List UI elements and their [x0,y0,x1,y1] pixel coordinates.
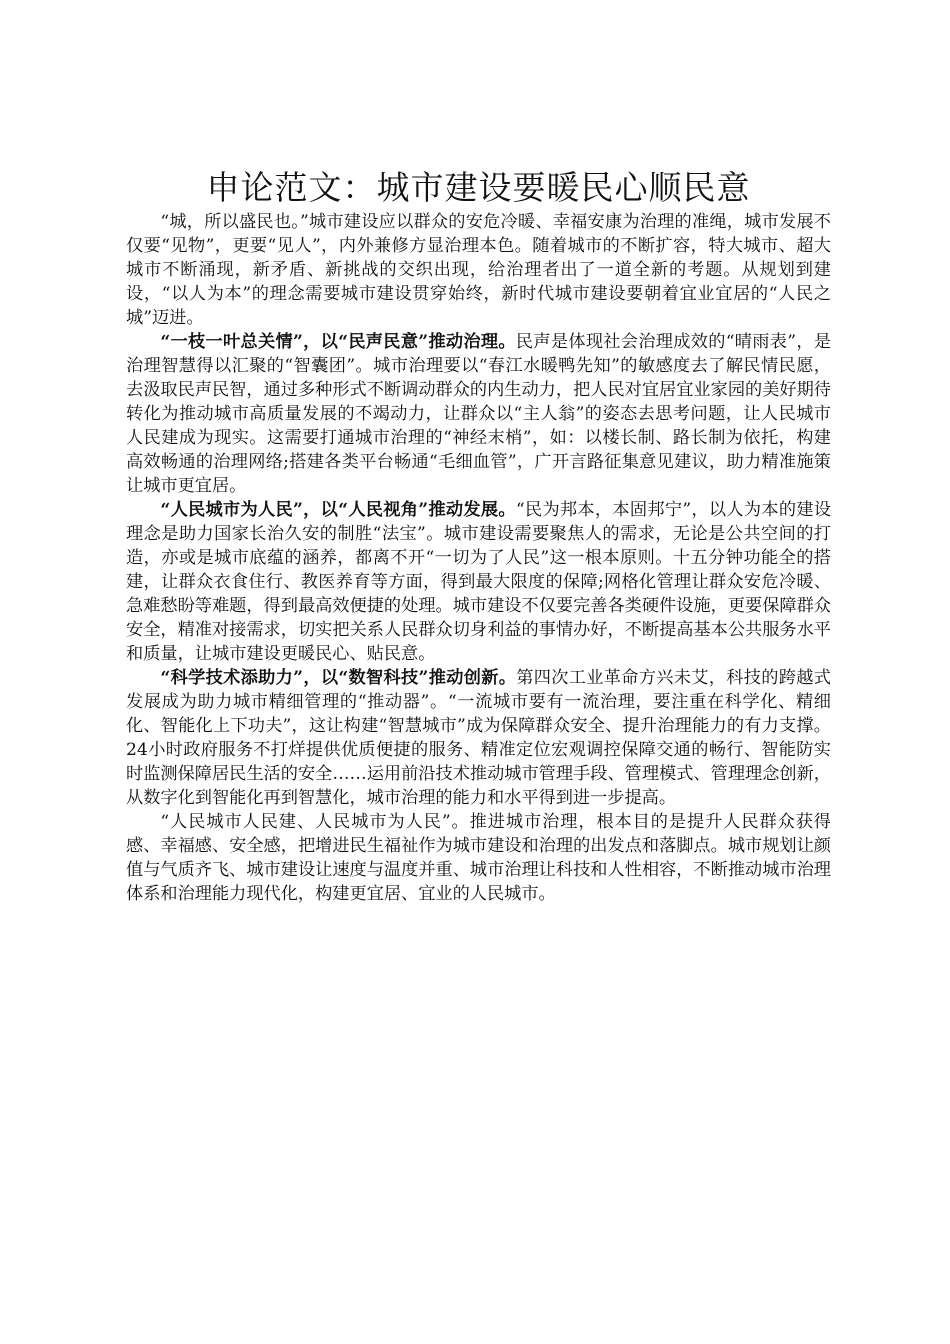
paragraph-text: “民为邦本，本固邦宁”，以人为本的建设理念是助力国家长治久安的制胜“法宝”。城市建设需要聚焦人的需求，无论是公共空间的打造，亦或是城市底蕴的涵养，都离不开“一切为了人民”这一根本原则。十五分钟功能全的搭建，让群众衣食住行、教医养育等方面，得到最大限度的保障;网格化管理让群众安危冷暖、急难愁盼等难题，得到最高效便捷的处理。城市建设不仅要完善各类硬件设施，更要保障群众安全，精准对接需求，切实把关系人民群众切身利益的事情办好，不断提高基本公共服务水平和质量，让城市建设更暖民心、贴民意。 [126,500,832,664]
document-body [126,166,831,906]
paragraph-lead: “一枝一叶总关情”，以“民声民意”推动治理。 [160,332,516,352]
paragraph-lead: “科学技术添助力”，以“数智科技”推动创新。 [160,668,517,688]
paragraph-people-perspective [126,498,831,666]
paragraph-text: 民声是体现社会治理成效的“晴雨表”，是治理智慧得以汇聚的“智囊团”。城市治理要以“春江水暖鸭先知”的敏感度去了解民情民愿，去汲取民声民智，通过多种形式不断调动群众的内生动力，把人民对宜居宜业家园的美好期待转化为推动城市高质量发展的不竭动力，让群众以“主人翁”的姿态去思考问题，让人民城市人民建成为现实。这需要打通城市治理的“神经末梢”，如：以楼长制、路长制为依托，构建高效畅通的治理网络;搭建各类平台畅通“毛细血管”，广开言路征集意见建议，助力精准施策让城市更宜居。 [126,332,832,496]
paragraph-intro [126,210,831,330]
paragraph-conclusion [126,810,831,906]
paragraph-public-voice [126,330,831,498]
paragraph-text: 第四次工业革命方兴未艾，科技的跨越式发展成为助力城市精细管理的“推动器”。“一流城市要有一流治理，要注重在科学化、精细化、智能化上下功夫”，这让构建“智慧城市”成为保障群众安全、提升治理能力的有力支撑。24小时政府服务不打烊提供优质便捷的服务、精准定位宏观调控保障交通的畅行、智能防实时监测保障居民生活的安全……运用前沿技术推动城市管理手段、管理模式、管理理念创新，从数字化到智能化再到智慧化，城市治理的能力和水平得到进一步提高。 [126,668,831,808]
paragraph-lead: “人民城市为人民”，以“人民视角”推动发展。 [160,500,516,520]
paragraph-text: “城，所以盛民也。”城市建设应以群众的安危冷暖、幸福安康为治理的准绳，城市发展不仅要“见物”，更要“见人”，内外兼修方显治理本色。随着城市的不断扩容，特大城市、超大城市不断涌现，新矛盾、新挑战的交织出现，给治理者出了一道全新的考题。从规划到建设，“以人为本”的理念需要城市建设贯穿始终，新时代城市建设要朝着宜业宜居的“人民之城”迈进。 [126,212,831,328]
document-title: 申论范文：城市建设要暖民心顺民意 [206,168,751,207]
paragraph-text: “人民城市人民建、人民城市为人民”。推进城市治理，根本目的是提升人民群众获得感、幸福感、安全感，把增进民生福祉作为城市建设和治理的出发点和落脚点。城市规划让颜值与气质齐飞、城市建设让速度与温度并重、城市治理让科技和人性相容，不断推动城市治理体系和治理能力现代化，构建更宜居、宜业的人民城市。 [126,812,831,904]
paragraph-technology [126,666,831,810]
